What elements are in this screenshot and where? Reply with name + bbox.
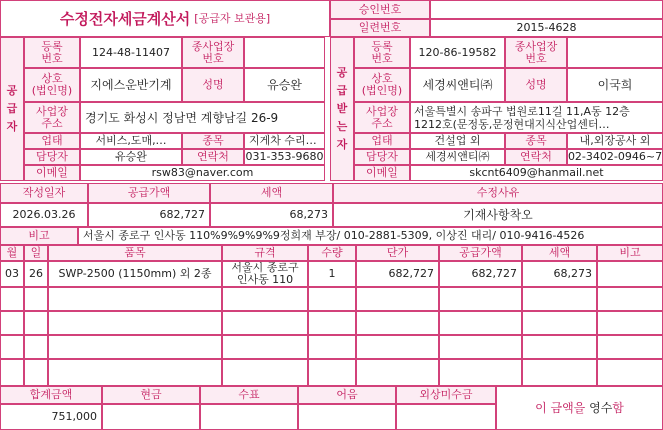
empty-cell	[222, 335, 308, 359]
supplier-ceo: 유승완	[244, 68, 325, 102]
approval-no	[430, 0, 663, 19]
buyer-branch	[567, 37, 663, 68]
empty-cell	[222, 359, 308, 386]
note-value: 서울시 종로구 인사동 110%9%9%9%9정희재 부장/ 010-2881-5309, 이상진 대리/ 010-9416-4526	[78, 227, 663, 245]
buyer-address-label: 사업장 주소	[354, 102, 410, 133]
check-value	[200, 404, 298, 430]
empty-cell	[308, 335, 356, 359]
empty-cell	[222, 287, 308, 311]
empty-cell	[308, 311, 356, 335]
buyer-side-label: 공급받는자	[330, 37, 354, 181]
empty-cell	[439, 287, 522, 311]
empty-cell	[222, 311, 308, 335]
empty-cell	[308, 359, 356, 386]
item-unit-price: 682,727	[356, 261, 439, 287]
receipt-statement	[496, 386, 663, 430]
cash-label: 현금	[102, 386, 200, 404]
date-label: 작성일자	[0, 183, 88, 203]
item-name: SWP-2500 (1150mm) 외 2종	[48, 261, 222, 287]
empty-cell	[597, 359, 663, 386]
empty-cell	[356, 359, 439, 386]
item-supply: 682,727	[439, 261, 522, 287]
empty-cell	[522, 311, 597, 335]
buyer-reg-no: 120-86-19582	[410, 37, 505, 68]
supply-label: 공급가액	[88, 183, 210, 203]
empty-cell	[356, 311, 439, 335]
empty-cell	[522, 287, 597, 311]
empty-cell	[0, 311, 24, 335]
empty-cell	[0, 287, 24, 311]
supplier-reg-no-label: 등록 번호	[24, 37, 80, 68]
bill-value	[298, 404, 396, 430]
items-header-name: 품목	[48, 245, 222, 261]
tax-value: 68,273	[210, 203, 333, 227]
buyer-ceo-label: 성명	[505, 68, 567, 102]
buyer-contact-label: 연락처	[505, 149, 567, 165]
check-label: 수표	[200, 386, 298, 404]
note-label: 비고	[0, 227, 78, 245]
empty-cell	[48, 359, 222, 386]
supplier-branch-label: 종사업장 번호	[182, 37, 244, 68]
tax-label: 세액	[210, 183, 333, 203]
total-value: 751,000	[0, 404, 102, 430]
buyer-email: skcnt6409@hanmail.net	[410, 165, 663, 181]
empty-cell	[439, 335, 522, 359]
credit-value	[396, 404, 496, 430]
buyer-reg-no-label: 등록 번호	[354, 37, 410, 68]
empty-cell	[48, 335, 222, 359]
empty-cell	[597, 287, 663, 311]
items-header-spec: 규격	[222, 245, 308, 261]
empty-cell	[439, 311, 522, 335]
total-label: 합계금액	[0, 386, 102, 404]
approval-no-label: 승인번호	[330, 0, 430, 19]
buyer-item-label: 종목	[505, 133, 567, 149]
buyer-manager: 세경씨앤티㈜	[410, 149, 505, 165]
items-header-unit-price: 단가	[356, 245, 439, 261]
date-value: 2026.03.26	[0, 203, 88, 227]
statement-value: 영수	[589, 401, 613, 415]
buyer-email-label: 이메일	[354, 165, 410, 181]
buyer-company-label: 상호 (법인명)	[354, 68, 410, 102]
empty-cell	[356, 287, 439, 311]
buyer-item: 내,외장공사 외	[567, 133, 663, 149]
items-header-supply: 공급가액	[439, 245, 522, 261]
supplier-item: 지게차 수리…	[244, 133, 325, 149]
item-month: 03	[0, 261, 24, 287]
buyer-address: 서울특별시 송파구 법원로11길 11,A동 12층 1212호(문정동,문정현대지식산업센터…	[410, 102, 663, 133]
items-header-tax: 세액	[522, 245, 597, 261]
bill-label: 어음	[298, 386, 396, 404]
supplier-email-label: 이메일	[24, 165, 80, 181]
item-spec: 서울시 종로구 인사동 110	[222, 261, 308, 287]
credit-label: 외상미수금	[396, 386, 496, 404]
title-text: 수정전자세금계산서	[59, 9, 191, 28]
items-header-month: 월	[0, 245, 24, 261]
serial-no-label: 일련번호	[330, 19, 430, 37]
empty-cell	[522, 335, 597, 359]
supplier-manager: 유승완	[80, 149, 182, 165]
supplier-ceo-label: 성명	[182, 68, 244, 102]
supplier-company: 지에스운반기계	[80, 68, 182, 102]
invoice-title	[0, 0, 330, 37]
supplier-item-label: 종목	[182, 133, 244, 149]
statement-suffix: 함	[612, 401, 624, 415]
reason-value: 기재사항착오	[333, 203, 663, 227]
supplier-address: 경기도 화성시 정남면 계향남길 26-9	[80, 102, 325, 133]
statement-prefix: 이 금액을	[535, 401, 586, 415]
empty-cell	[597, 335, 663, 359]
empty-cell	[356, 335, 439, 359]
empty-cell	[0, 335, 24, 359]
items-header-qty: 수량	[308, 245, 356, 261]
buyer-manager-label: 담당자	[354, 149, 410, 165]
supplier-contact: 031-353-9680	[245, 150, 324, 163]
buyer-biz-type: 건설업 외	[410, 133, 505, 149]
supplier-reg-no: 124-48-11407	[80, 37, 182, 68]
supply-value: 682,727	[88, 203, 210, 227]
buyer-contact: 02-3402-0946~7	[567, 150, 663, 163]
item-note	[597, 261, 663, 287]
empty-cell	[48, 311, 222, 335]
supplier-side-label: 공급자	[0, 37, 24, 181]
item-day: 26	[24, 261, 48, 287]
empty-cell	[24, 287, 48, 311]
buyer-biz-type-label: 업태	[354, 133, 410, 149]
supplier-manager-label: 담당자	[24, 149, 80, 165]
cash-value	[102, 404, 200, 430]
items-header-day: 일	[24, 245, 48, 261]
empty-cell	[24, 311, 48, 335]
empty-cell	[522, 359, 597, 386]
buyer-branch-label: 종사업장 번호	[505, 37, 567, 68]
items-header-note: 비고	[597, 245, 663, 261]
serial-no: 2015-4628	[430, 19, 663, 37]
item-qty: 1	[308, 261, 356, 287]
supplier-address-label: 사업장 주소	[24, 102, 80, 133]
empty-cell	[0, 359, 24, 386]
supplier-contact-label: 연락처	[182, 149, 244, 165]
supplier-biz-type: 서비스,도매,…	[80, 133, 182, 149]
supplier-company-label: 상호 (법인명)	[24, 68, 80, 102]
empty-cell	[308, 287, 356, 311]
copy-label: [공급자 보관용]	[194, 11, 271, 25]
empty-cell	[597, 311, 663, 335]
supplier-branch	[244, 37, 325, 68]
item-tax: 68,273	[522, 261, 597, 287]
reason-label: 수정사유	[333, 183, 663, 203]
empty-cell	[24, 335, 48, 359]
empty-cell	[24, 359, 48, 386]
empty-cell	[48, 287, 222, 311]
buyer-company: 세경씨앤티㈜	[410, 68, 505, 102]
buyer-ceo: 이국희	[567, 68, 663, 102]
supplier-biz-type-label: 업태	[24, 133, 80, 149]
empty-cell	[439, 359, 522, 386]
supplier-email: rsw83@naver.com	[80, 165, 325, 181]
